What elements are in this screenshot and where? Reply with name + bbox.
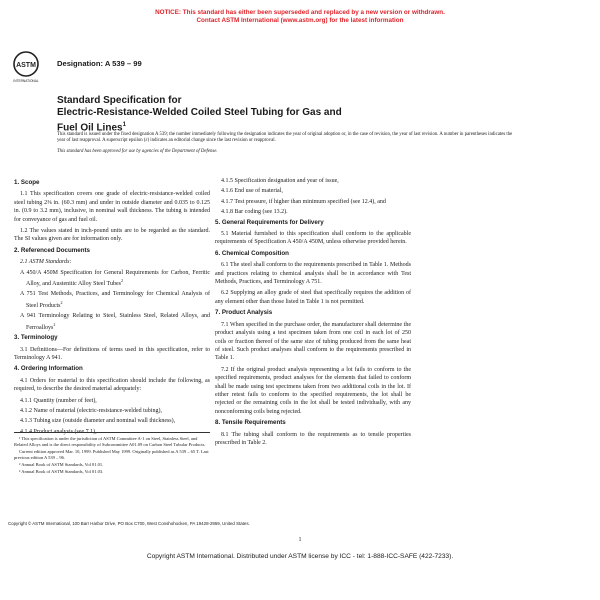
document-title [57, 95, 477, 134]
title-line-1: Standard Specification for [57, 95, 182, 106]
reference-a450: A 450/A 450M Specification for General Requirements for Carbon, Ferritic Alloy, and Austenitic Alloy Steel Tubes$^2$ [20, 269, 210, 288]
footnote-2: ² Annual Book of ASTM Standards, Vol 01.01. [19, 462, 104, 467]
section-product-analysis-heading: 7. Product Analysis [215, 309, 273, 317]
notice-line-1: NOTICE: This standard has either been superseded and replaced by a new version or withdrawn. [155, 9, 445, 16]
section-terminology-heading: 3. Terminology [14, 334, 58, 342]
svg-text:ASTM: ASTM [16, 62, 36, 69]
footnote-3: ³ Annual Book of ASTM Standards, Vol 01.03. [19, 469, 104, 474]
item-4-1-5: 4.1.5 Specification designation and year of issue, [221, 178, 339, 184]
paragraph-5-1: 5.1 Material furnished to this specification shall conform to the applicable requirements of Specification A 450/A 450M, unless otherwise provided herein. [215, 231, 411, 246]
section-referenced-documents-heading: 2. Referenced Documents [14, 246, 90, 254]
paragraph-7-2: 7.2 If the original product analysis representing a lot fails to conform to the specified requirements, product analyses for the elements that failed to conform shall be made using test specimens taken from two additional coils in the lot. If either retest fails to conform to the specified requirements, the lot shall be rejected or the remaining coils in the lot shall be tested individually, with any nonconforming coils being rejected. [215, 366, 411, 415]
notice-line-2: Contact ASTM International (www.astm.org) for the latest information [196, 17, 404, 24]
standard-intro [57, 132, 517, 159]
section-chemical-composition-heading: 6. Chemical Composition [215, 249, 289, 257]
section-tensile-requirements-heading: 8. Tensile Requirements [215, 419, 286, 427]
item-4-1-2: 4.1.2 Name of material (electric-resistance-welded tubing), [20, 407, 162, 414]
intro-paragraph: This standard is issued under the fixed designation A 539; the number immediately following the designation indicates the year of original adoption or, in the case of revision, the year of last revision. A number in parentheses indicates the year of last reapproval. A superscript epsilon (ε) indicates an editorial change since the last revision or reapproval. [57, 132, 513, 144]
page-number: 1 [298, 537, 302, 543]
paragraph-2-1: 2.1 ASTM Standards: [20, 259, 72, 266]
item-4-1-6: 4.1.6 End use of material, [221, 188, 283, 195]
item-4-1-1: 4.1.1 Quantity (number of feet), [20, 397, 97, 404]
paragraph-6-2: 6.2 Supplying an alloy grade of steel that specifically requires the addition of any element other than those listed in Table 1 is not permitted. [215, 290, 411, 305]
withdrawal-notice [0, 9, 600, 25]
paragraph-8-1: 8.1 The tubing shall conform to the requirements as to tensile properties prescribed in Table 2. [215, 431, 411, 446]
title-line-3: Fuel Oil Lines$^1$ [57, 122, 126, 134]
section-ordering-heading: 4. Ordering Information [14, 365, 83, 373]
paragraph-4-1: 4.1 Orders for material to this specification should include the following, as required, to describe the desired material adequately: [14, 377, 210, 393]
designation: Designation: A 539 – 99 [57, 59, 142, 68]
left-column [14, 177, 210, 438]
footnote-1-edition: Current edition approved Mar. 10, 1999. Published May 1999. Originally published as A 539 – 65 T. Last previous edition A 539 – 96. [14, 449, 209, 460]
copyright-line: Copyright © ASTM International, 100 Barr Harbor Drive, PO Box C700, West Conshohocken, PA 19428-2959, United States. [8, 521, 250, 526]
paragraph-7-1: 7.1 When specified in the purchase order, the manufacturer shall determine the product analysis using a test specimen taken from one coil in each lot of 250 coils or fraction thereof of the same size of tubing produced from the same heat of steel. Such product analyses shall conform to the requirements prescribed in Table 1. [215, 321, 411, 362]
svg-text:INTERNATIONAL: INTERNATIONAL [13, 79, 39, 83]
reference-a751: A 751 Test Methods, Practices, and Terminology for Chemical Analysis of Steel Products$^2$ [20, 291, 210, 309]
right-column [215, 177, 411, 450]
license-line: Copyright ASTM International. Distributed under ASTM license by ICC - tel: 1-888-ICC-SAFE (422-7233). [146, 553, 454, 560]
item-4-1-7: 4.1.7 Test pressure, if higher than minimum specified (see 12.4), and [221, 198, 386, 205]
approval-note: This standard has been approved for use by agencies of the Department of Defense. [57, 148, 218, 154]
item-4-1-3: 4.1.3 Tubing size (outside diameter and nominal wall thickness), [20, 418, 176, 425]
section-scope-heading: 1. Scope [14, 179, 40, 186]
footnote-1: ¹ This specification is under the jurisdiction of ASTM Committee A-1 on Steel, Stainless Steel, and Related Alloys and is the direct responsibility of Subcommittee A01.09 on Carbon Steel Tubular Products. [14, 436, 206, 447]
item-4-1-4: 4.1.4 Product analysis (see 7.1), [20, 428, 97, 435]
paragraph-6-1: 6.1 The steel shall conform to the requirements prescribed in Table 1. Methods and practices relating to chemical analysis shall be in accordance with Test Methods, Practices, and Terminology A 751. [215, 262, 411, 286]
item-4-1-8: 4.1.8 Bar coding (see 13.2). [221, 209, 288, 216]
footnotes [14, 432, 210, 476]
astm-logo [12, 51, 40, 84]
paragraph-1-1: 1.1 This specification covers one grade of electric-resistance-welded coiled steel tubing 2⅜ in. (60.3 mm) and under in outside diameter and 0.035 to 0.125 in. (0.9 to 3.2 mm), inclusive, in nominal wall thickness. The tubing is intended for conveyance of gas and fuel oil. [14, 191, 210, 223]
section-general-requirements-heading: 5. General Requirements for Delivery [215, 218, 324, 226]
paragraph-1-2: 1.2 The values stated in inch-pound units are to be regarded as the standard. The SI values given are for information only. [14, 228, 210, 243]
paragraph-3-1: 3.1 Definitions—For definitions of terms used in this specification, refer to Terminology A 941. [14, 346, 210, 361]
title-line-2: Electric-Resistance-Welded Coiled Steel Tubing for Gas and [57, 107, 342, 118]
reference-a941: A 941 Terminology Relating to Steel, Stainless Steel, Related Alloys, and Ferroalloys$^2$ [20, 313, 210, 331]
